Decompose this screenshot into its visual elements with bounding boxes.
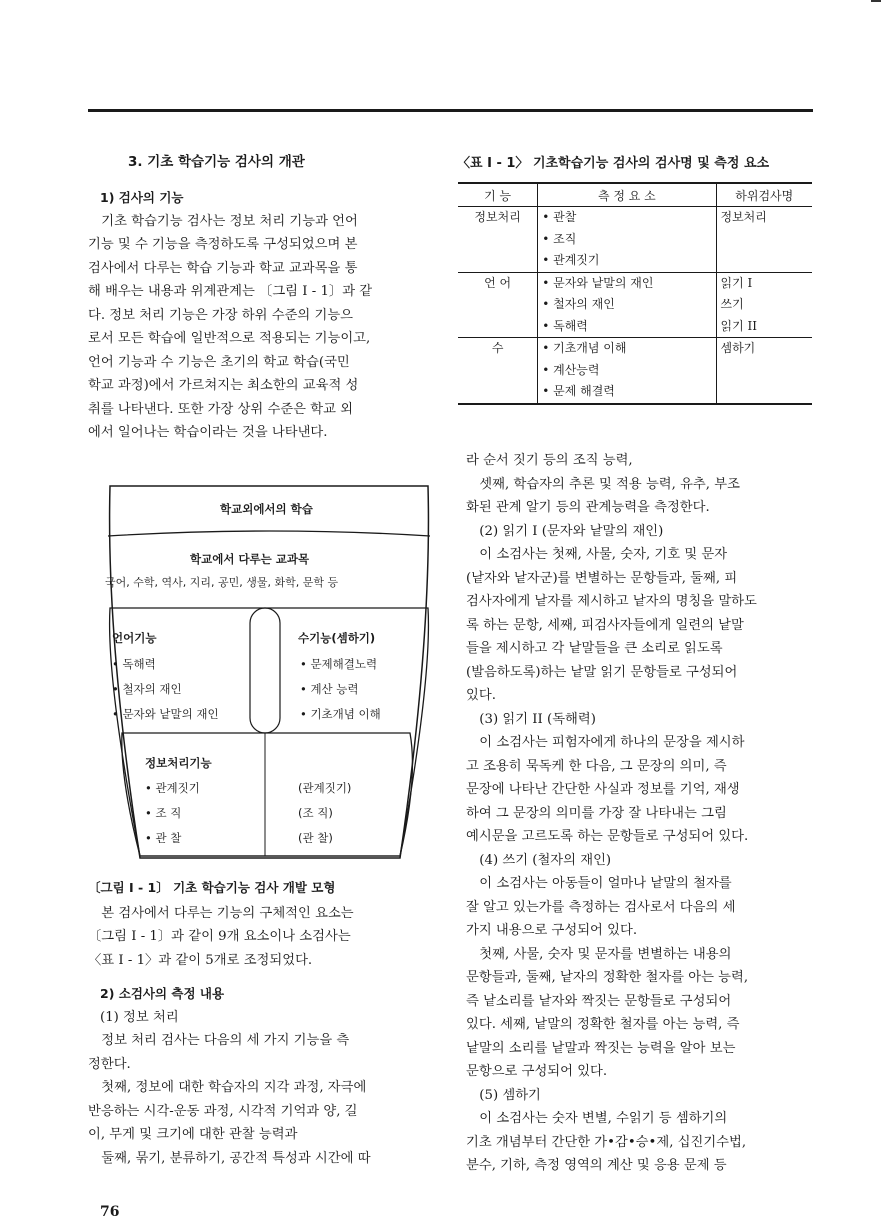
cell-elements bbox=[538, 338, 716, 404]
cell-elements bbox=[538, 272, 716, 338]
element-item: • 기초개념 이해 bbox=[542, 341, 627, 355]
left-column bbox=[88, 150, 438, 445]
math-item: • 문제해결노력 bbox=[300, 657, 378, 671]
info-item: • 관 찰 bbox=[145, 831, 182, 845]
item-title-info-processing: (1) 정보 처리 bbox=[100, 1009, 179, 1025]
center-capsule bbox=[250, 608, 280, 733]
text-line: 잘 알고 있는가를 측정하는 검사로서 다음의 세 bbox=[466, 899, 736, 915]
figure-caption: 〔그림 I - 1〕 기초 학습기능 검사 개발 모형 bbox=[88, 880, 336, 895]
language-skill-title: 언어기능 bbox=[112, 631, 157, 645]
text-line: 첫째, 정보에 대한 학습자의 지각 과정, 자극에 bbox=[101, 1080, 367, 1095]
text-line: 셋째, 학습자의 추론 및 적용 능력, 유추, 부조 bbox=[479, 476, 740, 492]
text-line: 고 조용히 묵독케 한 다음, 그 문장의 의미, 즉 bbox=[466, 758, 727, 774]
cell-elements bbox=[538, 207, 716, 273]
text-line: 하여 그 문장의 의미를 가장 잘 나타내는 그림 bbox=[466, 805, 727, 821]
math-item: • 기초개념 이해 bbox=[300, 707, 381, 721]
text-line: 문장에 나타난 간단한 사실과 정보를 기억, 재생 bbox=[466, 782, 740, 797]
text-line: 취를 나타낸다. 또한 가장 상위 수준은 학교 외 bbox=[88, 401, 354, 417]
text-line: 기초 개념부터 간단한 가•감•승•제, 십진기수법, bbox=[466, 1134, 747, 1150]
text-line: 즉 낱소리를 낱자와 짝짓는 문항들로 구성되어 bbox=[466, 993, 732, 1009]
subsection-title-function: 1) 검사의 기능 bbox=[100, 190, 184, 205]
text-line: 학교 과정)에서 가르쳐지는 최소한의 교육적 성 bbox=[88, 378, 359, 393]
cell-function: 정보처리 bbox=[458, 207, 538, 273]
element-item: • 관찰 bbox=[542, 210, 577, 224]
text-line: (낱자와 낱자군)를 변별하는 문항들과, 둘째, 피 bbox=[466, 570, 738, 586]
text-line: 라 순서 짓기 등의 조직 능력, bbox=[466, 453, 633, 468]
page-edge-mark bbox=[871, 0, 881, 2]
element-item: • 관계짓기 bbox=[542, 253, 600, 267]
text-line: 예시문을 고르도록 하는 문항들로 구성되어 있다. bbox=[466, 829, 749, 844]
text-line: 기초 학습기능 검사는 정보 처리 기능과 언어 bbox=[101, 213, 358, 229]
table-row bbox=[458, 338, 812, 404]
middle-arc bbox=[108, 531, 430, 536]
text-line: 검사자에게 낱자를 제시하고 낱자의 명칭을 말하도 bbox=[466, 594, 757, 609]
info-right-item: (관계짓기) bbox=[298, 781, 352, 795]
outer-learning-shape bbox=[110, 486, 429, 858]
text-line: 해 배우는 내용과 위계관계는 〔그림 I - 1〕과 같 bbox=[88, 284, 373, 299]
text-line: 문항들과, 둘째, 낱자의 정확한 철자를 아는 능력, bbox=[466, 970, 749, 985]
text-line: 낱말의 소리를 낱말과 짝짓는 능력을 알아 보는 bbox=[466, 1040, 736, 1056]
info-item: • 조 직 bbox=[145, 806, 182, 820]
intro-paragraph bbox=[88, 210, 438, 445]
cell-subtests bbox=[716, 338, 812, 404]
text-line: 로서 모든 학습에 일반적으로 적용되는 기능이고, bbox=[88, 331, 371, 346]
element-item: • 문자와 낱말의 재인 bbox=[542, 275, 654, 290]
math-item: • 계산 능력 bbox=[300, 682, 359, 696]
text-line: 정한다. bbox=[88, 1056, 131, 1072]
subtest-item: 쓰기 bbox=[720, 297, 744, 311]
text-line: 들을 제시하고 각 낱말들을 큰 소리로 읽도록 bbox=[466, 641, 723, 656]
text-line: 문항으로 구성되어 있다. bbox=[466, 1064, 608, 1079]
element-item: • 독해력 bbox=[542, 318, 588, 333]
table-row bbox=[458, 207, 812, 273]
info-right-item: (조 직) bbox=[298, 806, 333, 820]
element-item: • 조직 bbox=[542, 231, 577, 246]
text-line: 기능 및 수 기능을 측정하도록 구성되었으며 본 bbox=[88, 237, 358, 252]
right-column bbox=[466, 449, 816, 1178]
page-number: 76 bbox=[100, 1204, 120, 1220]
text-line: 에서 일어나는 학습이라는 것을 나타낸다. bbox=[88, 425, 328, 440]
text-line: 이 소검사는 피험자에게 하나의 문장을 제시하 bbox=[479, 735, 745, 750]
text-line: 〈표 I - 1〉과 같이 5개로 조정되었다. bbox=[88, 952, 313, 968]
subtest-item: 셈하기 bbox=[720, 341, 756, 355]
element-item: • 철자의 재인 bbox=[542, 297, 615, 311]
text-line: 다. 정보 처리 기능은 가장 하위 수준의 기능으 bbox=[88, 307, 354, 323]
text-line: 검사에서 다루는 학습 기능과 학교 교과목을 통 bbox=[88, 260, 358, 276]
cell-function: 언 어 bbox=[458, 272, 538, 338]
table-caption: 〈표 I - 1〉 기초학습기능 검사의 검사명 및 측정 요소 bbox=[457, 156, 770, 171]
text-line: 화된 관계 알기 등의 관계능력을 측정한다. bbox=[466, 500, 710, 515]
figure-subjects: 국어, 수학, 역사, 지리, 공민, 생물, 화학, 문학 등 bbox=[105, 576, 339, 589]
subtest-item: 읽기 II bbox=[720, 318, 757, 333]
section-title: 3. 기초 학습기능 검사의 개관 bbox=[128, 154, 305, 170]
text-line: 언어 기능과 수 기능은 초기의 학교 학습(국민 bbox=[88, 354, 350, 370]
figure-middle-label: 학교에서 다루는 교과목 bbox=[190, 552, 310, 566]
text-line: 이 소검사는 숫자 변별, 수읽기 등 셈하기의 bbox=[479, 1111, 728, 1126]
text-line: 반응하는 시각-운동 과정, 시각적 기억과 양, 길 bbox=[88, 1103, 358, 1119]
subtest-item: 읽기 I bbox=[720, 275, 753, 290]
cell-subtests bbox=[716, 272, 812, 338]
subsection-title-measurement: 2) 소검사의 측정 내용 bbox=[100, 986, 225, 1001]
header-elements: 측 정 요 소 bbox=[538, 183, 716, 207]
info-right-item: (관 찰) bbox=[298, 831, 333, 845]
language-item: • 문자와 낱말의 재인 bbox=[112, 707, 219, 721]
text-line: 정보 처리 검사는 다음의 세 가지 기능을 측 bbox=[101, 1033, 350, 1048]
text-line: (2) 읽기 I (문자와 낱말의 재인) bbox=[479, 523, 664, 539]
header-rule bbox=[88, 109, 813, 112]
header-function: 기 능 bbox=[458, 183, 538, 207]
language-item: • 독해력 bbox=[112, 657, 156, 671]
element-item: • 문제 해결력 bbox=[542, 384, 615, 398]
cell-subtests bbox=[716, 207, 812, 273]
text-line: 〔그림 I - 1〕과 같이 9개 요소이나 소검사는 bbox=[88, 929, 351, 944]
language-item: • 철자의 재인 bbox=[112, 682, 182, 696]
text-line: 분수, 기하, 측정 영역의 계산 및 응용 문제 등 bbox=[466, 1158, 727, 1173]
text-line: 있다. bbox=[466, 688, 496, 703]
left-column-lower bbox=[88, 876, 438, 1170]
info-item: • 관계짓기 bbox=[145, 781, 200, 795]
header-subtest: 하위검사명 bbox=[716, 183, 812, 207]
text-line: (5) 셈하기 bbox=[479, 1087, 541, 1103]
figure-outer-label: 학교외에서의 학습 bbox=[220, 502, 313, 516]
subtest-item: 정보처리 bbox=[720, 210, 767, 224]
element-item: • 계산능력 bbox=[542, 362, 600, 377]
info-skill-title: 정보처리기능 bbox=[145, 756, 212, 770]
text-line: (3) 읽기 II (독해력) bbox=[479, 711, 596, 727]
measurement-table bbox=[458, 182, 812, 405]
table-row bbox=[458, 272, 812, 338]
text-line: 이 소검사는 첫째, 사물, 숫자, 기호 및 문자 bbox=[479, 547, 728, 562]
math-skill-title: 수기능(셈하기) bbox=[298, 631, 376, 645]
table-header-row bbox=[458, 183, 812, 207]
text-line: (발음하도록)하는 낱말 읽기 문항들로 구성되어 bbox=[466, 664, 738, 680]
text-line: 이 소검사는 아동들이 얼마나 낱말의 철자를 bbox=[479, 876, 732, 891]
text-line: 첫째, 사물, 숫자 및 문자를 변별하는 내용의 bbox=[479, 946, 732, 962]
text-line: 본 검사에서 다루는 기능의 구체적인 요소는 bbox=[101, 905, 354, 921]
text-line: 가지 내용으로 구성되어 있다. bbox=[466, 923, 638, 938]
text-line: (4) 쓰기 (철자의 재인) bbox=[479, 852, 612, 868]
text-line: 이, 무게 및 크기에 대한 관찰 능력과 bbox=[88, 1127, 298, 1142]
cell-function: 수 bbox=[458, 338, 538, 404]
text-line: 록 하는 문항, 세째, 피검사자들에게 일련의 낱말 bbox=[466, 617, 744, 633]
text-line: 둘째, 묶기, 분류하기, 공간적 특성과 시간에 따 bbox=[101, 1150, 371, 1166]
text-line: 있다. 세째, 낱말의 정확한 철자를 아는 능력, 즉 bbox=[466, 1017, 740, 1032]
